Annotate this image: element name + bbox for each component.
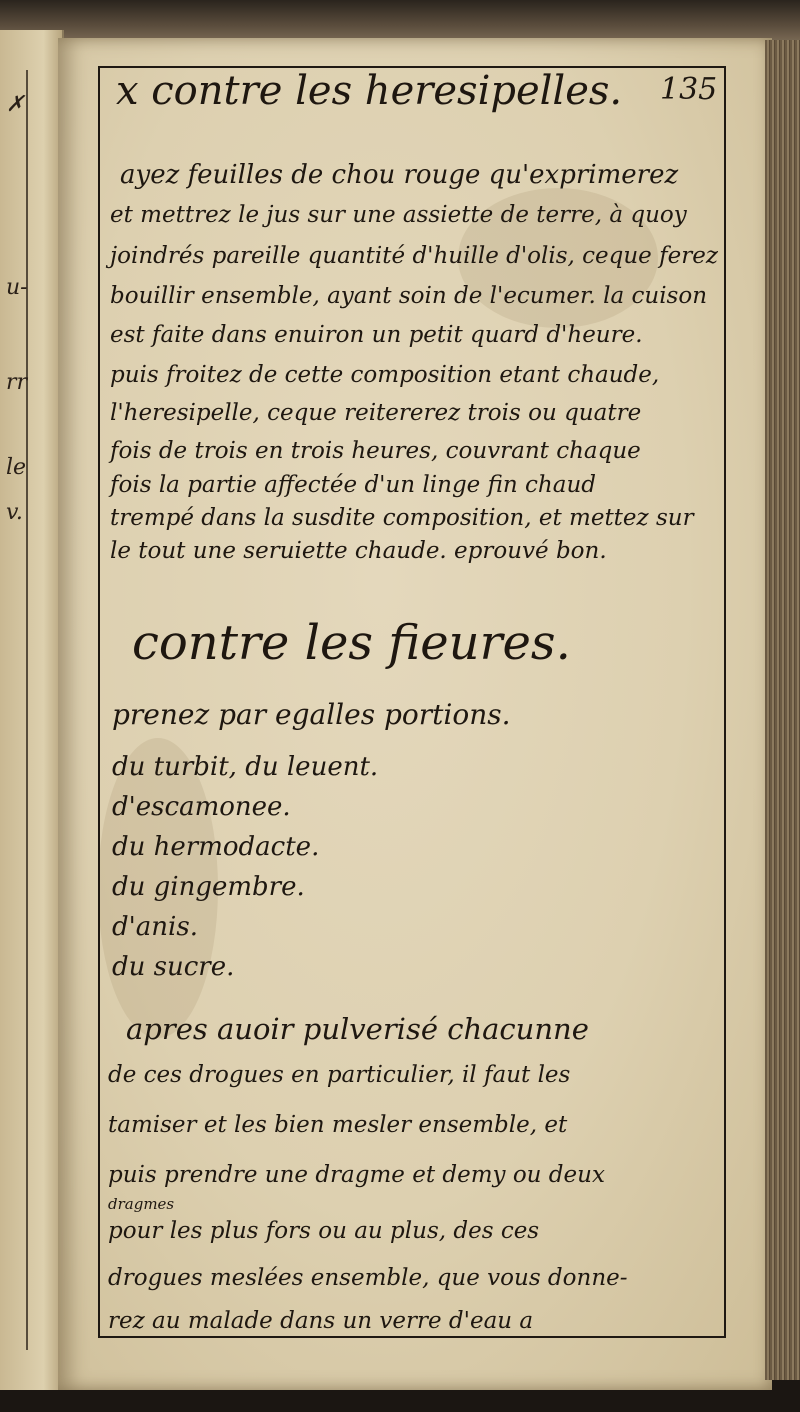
- text-line: rez au malade dans un verre d'eau a: [108, 1308, 534, 1334]
- text-line: l'heresipelle, ceque reitererez trois ou quatre: [110, 400, 642, 426]
- text-line: le tout une seruiette chaude. eprouvé bon.: [110, 538, 607, 564]
- left-page-fragment: ✗: [6, 92, 25, 117]
- left-page-fragment: le: [6, 455, 27, 480]
- text-line: puis froitez de cette composition etant chaude,: [110, 362, 660, 388]
- text-line: et mettrez le jus sur une assiette de terre, à quoy: [110, 202, 687, 228]
- page-block-edge: [765, 40, 800, 1380]
- text-line: bouillir ensemble, ayant soin de l'ecumer. la cuison: [110, 283, 708, 309]
- ingredient-item: du sucre.: [112, 952, 235, 982]
- left-page-fragment: u-: [6, 275, 28, 300]
- text-line: joindrés pareille quantité d'huille d'olis, ceque ferez: [110, 243, 718, 269]
- page-number: 135: [660, 72, 718, 107]
- text-line: de ces drogues en particulier, il faut les: [108, 1062, 571, 1088]
- text-line: trempé dans la susdite composition, et mettez sur: [110, 505, 694, 531]
- left-page-fragment: rr: [6, 370, 28, 395]
- text-line: ayez feuilles de chou rouge qu'exprimerez: [120, 160, 679, 190]
- text-line: fois la partie affectée d'un linge fin chaud: [110, 472, 596, 498]
- ingredient-item: du turbit, du leuent.: [112, 752, 379, 782]
- text-line: drogues meslées ensemble, que vous donne-: [108, 1265, 628, 1291]
- text-line: fois de trois en trois heures, couvrant chaque: [110, 438, 641, 464]
- text-line: tamiser et les bien mesler ensemble, et: [108, 1112, 568, 1138]
- text-line: dragmes: [108, 1195, 175, 1213]
- ingredient-item: d'escamonee.: [112, 792, 291, 822]
- section-title-fieures: contre les fieures.: [132, 615, 571, 671]
- text-line: apres auoir pulverisé chacunne: [126, 1012, 589, 1046]
- text-line: est faite dans enuiron un petit quard d'heure.: [110, 322, 643, 348]
- ingredient-item: du gingembre.: [112, 872, 305, 902]
- left-page-margin-rule: [26, 70, 28, 1350]
- ingredient-item: d'anis.: [112, 912, 198, 942]
- section-title-heresipelles: x contre les heresipelles.: [116, 68, 623, 114]
- left-page-edge: [0, 30, 64, 1390]
- text-line: pour les plus fors ou au plus, des ces: [108, 1218, 540, 1244]
- text-line: prenez par egalles portions.: [112, 698, 511, 731]
- text-line: puis prendre une dragme et demy ou deux: [108, 1162, 605, 1188]
- left-page-fragment: v.: [6, 500, 23, 525]
- ingredient-item: du hermodacte.: [112, 832, 320, 862]
- book-top-edge: [0, 0, 800, 42]
